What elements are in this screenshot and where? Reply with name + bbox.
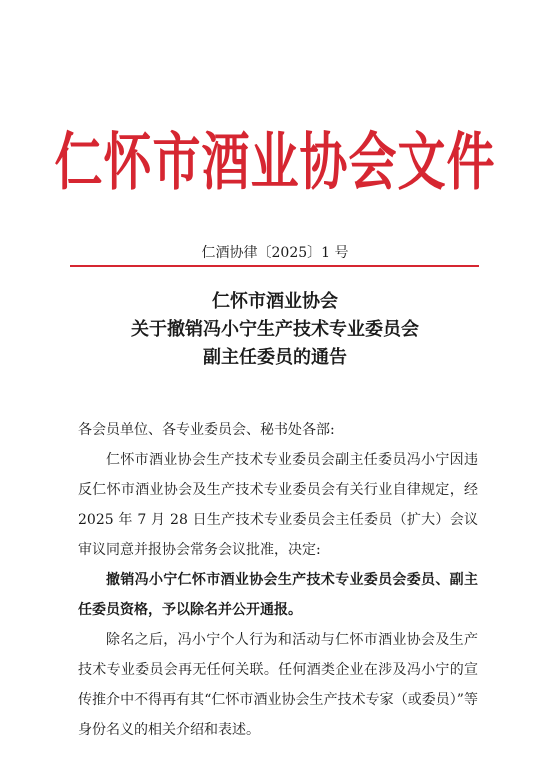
red-divider-line — [70, 265, 479, 267]
document-number: 仁酒协律〔2025〕1 号 — [201, 245, 349, 261]
paragraph-3: 除名之后，冯小宁个人行为和活动与仁怀市酒业协会及生产技术专业委员会再无任何关联。任何酒类企业在涉及冯小宁的宣传推介中不得再有其“仁怀市酒业协会生产技术专家（或委员）”等身份名义的相关介绍和表述。 — [78, 632, 478, 738]
addressee: 各会员单位、各专业委员会、秘书处各部: — [78, 422, 335, 438]
paragraph-decision: 撤销冯小宁仁怀市酒业协会生产技术专业委员会委员、副主任委员资格，予以除名并公开通报。 — [78, 572, 478, 618]
notice-title-line-3: 副主任委员的通告 — [203, 347, 347, 368]
red-letterhead-title: 仁怀市酒业协会文件 — [54, 126, 496, 200]
paragraph-1: 仁怀市酒业协会生产技术专业委员会副主任委员冯小宁因违反仁怀市酒业协会及生产技术专业委员会有关行业自律规定，经 2025 年 7 月 28 日生产技术专业委员会主任委员（扩大）会议审议同意并报协会常务会议批准，决定: — [78, 452, 478, 558]
notice-title-line-1: 仁怀市酒业协会 — [212, 291, 338, 312]
notice-title-line-2: 关于撤销冯小宁生产技术专业委员会 — [131, 319, 419, 340]
notice-title — [0, 288, 550, 372]
notice-body — [78, 415, 478, 745]
